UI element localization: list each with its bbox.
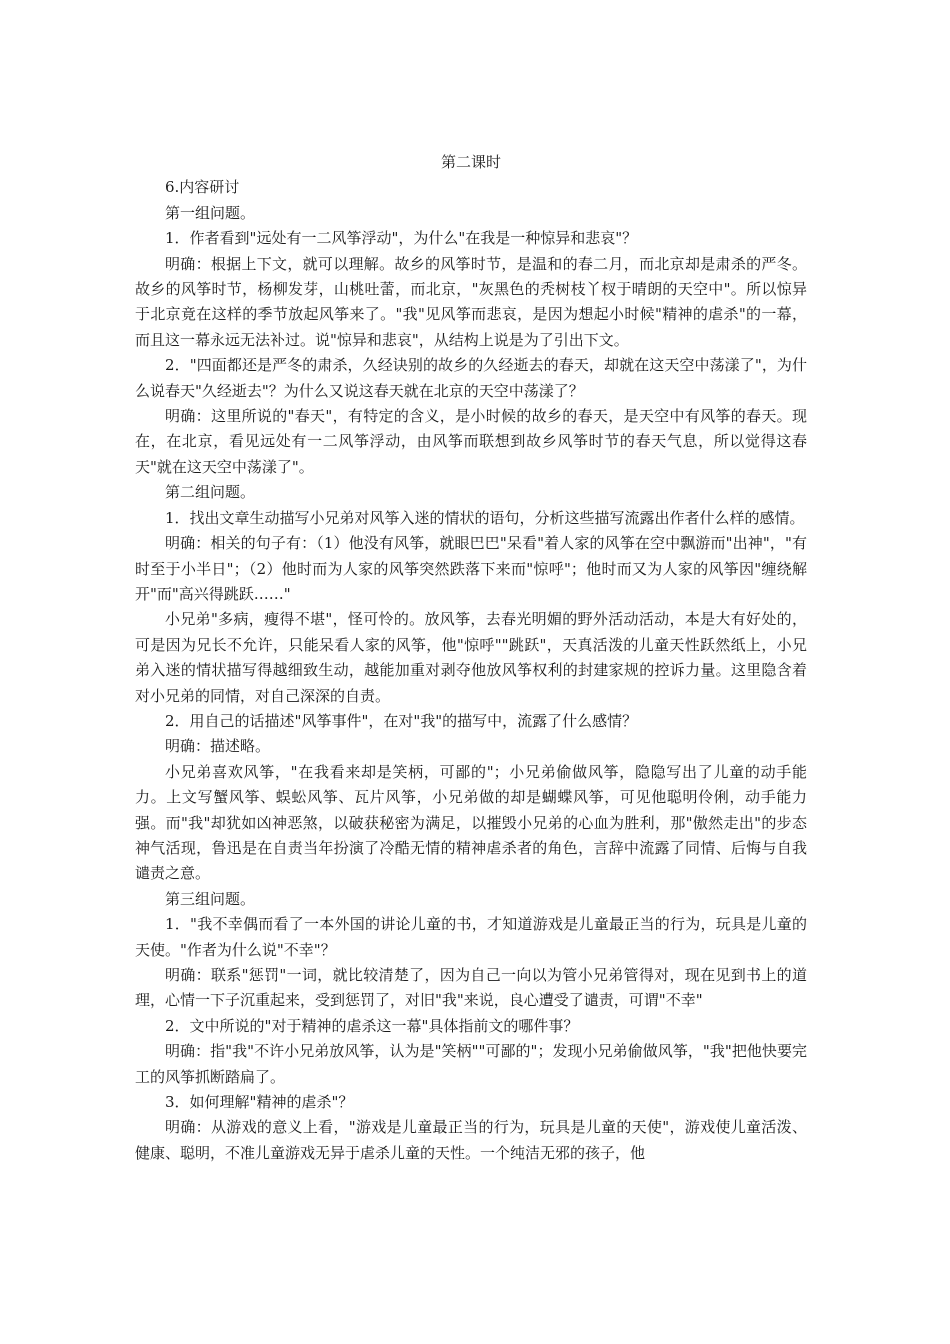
question: 2．"四面都还是严冬的肃杀，久经诀别的故乡的久经逝去的春天，却就在这天空中荡漾了"，为什么说春天"久经逝去"？为什么又说这春天就在北京的天空中荡漾了？ [135,356,807,400]
group-heading: 第一组问题。 [165,203,256,222]
answer: 明确：相关的句子有：（1）他没有风筝，就眼巴巴"呆看"着人家的风筝在空中飘游而"出神"，"有时至于小半日"；（2）他时而为人家的风筝突然跌落下来而"惊呼"；他时而又为人家的风筝因"缠绕解开"而"高兴得跳跃……" [135,534,807,603]
group-heading: 第二组问题。 [165,483,256,502]
answer: 明确：描述略。 [165,737,271,756]
answer-continued: 小兄弟"多病，瘦得不堪"，怪可怜的。放风筝，去春光明媚的野外活动活动，本是大有好处的，可是因为兄长不允许，只能呆看人家的风筝，他"惊呼""跳跃"，天真活泼的儿童天性跃然纸上，小兄弟入迷的情状描写得越细致生动，越能加重对剥夺他放风筝权利的封建家规的控诉力量。这里隐含着对小兄弟的同情，对自己深深的自责。 [135,610,807,705]
question: 1．"我不幸偶而看了一本外国的讲论儿童的书，才知道游戏是儿童最正当的行为，玩具是儿童的天使。"作者为什么说"不幸"？ [135,915,807,959]
question: 2．用自己的话描述"风筝事件"，在对"我"的描写中，流露了什么感情？ [165,711,638,730]
answer: 明确：指"我"不许小兄弟放风筝，认为是"笑柄""可鄙的"；发现小兄弟偷做风筝，"我"把他快要完工的风筝抓断踏扁了。 [135,1042,807,1086]
question: 2．文中所说的"对于精神的虐杀这一幕"具体指前文的哪件事？ [165,1016,579,1035]
lesson-title: 第二课时 [440,153,501,171]
answer: 明确：这里所说的"春天"，有特定的含义，是小时候的故乡的春天，是天空中有风筝的春天。现在，在北京，看见远处有一二风筝浮动，由风筝而联想到故乡风筝时节的春天气息，所以觉得这春天"就在这天空中荡漾了"。 [135,407,807,476]
answer: 明确：从游戏的意义上看，"游戏是儿童最正当的行为，玩具是儿童的天使"，游戏使儿童活泼、健康、聪明，不准儿童游戏无异于虐杀儿童的天性。一个纯洁无邪的孩子，他 [135,1118,807,1162]
question: 1．找出文章生动描写小兄弟对风筝入迷的情状的语句，分析这些描写流露出作者什么样的感情。 [165,508,805,527]
answer: 明确：联系"惩罚"一词，就比较清楚了，因为自己一向以为管小兄弟管得对，现在见到书上的道理，心情一下子沉重起来，受到惩罚了，对旧"我"来说，良心遭受了谴责，可谓"不幸" [135,966,807,1010]
section-heading: 6.内容研讨 [165,178,240,197]
answer-continued: 小兄弟喜欢风筝，"在我看来却是笑柄，可鄙的"；小兄弟偷做风筝，隐隐写出了儿童的动手能力。上文写蟹风筝、蜈蚣风筝、瓦片风筝，小兄弟做的却是蝴蝶风筝，可见他聪明伶俐，动手能力强。而"我"却犹如凶神恶煞，以破获秘密为满足，以摧毁小兄弟的心血为胜利，那"傲然走出"的步态神气活现，鲁迅是在自责当年扮演了冷酷无情的精神虐杀者的角色，言辞中流露了同情、后悔与自我谴责之意。 [135,762,807,883]
answer: 明确：根据上下文，就可以理解。故乡的风筝时节，是温和的春二月，而北京却是肃杀的严冬。故乡的风筝时节，杨柳发芽，山桃吐蕾，而北京，"灰黑色的秃树枝丫杈于晴朗的天空中"。所以惊异于北京竟在这样的季节放起风筝来了。"我"见风筝而悲哀，是因为想起小时候"精神的虐杀"的一幕，而且这一幕永远无法补过。说"惊异和悲哀"，从结构上说是为了引出下文。 [135,254,807,349]
question: 1．作者看到"远处有一二风筝浮动"，为什么"在我是一种惊异和悲哀"？ [165,229,638,248]
question: 3．如何理解"精神的虐杀"？ [165,1093,354,1112]
document-body [135,150,807,1166]
group-heading: 第三组问题。 [165,889,256,908]
